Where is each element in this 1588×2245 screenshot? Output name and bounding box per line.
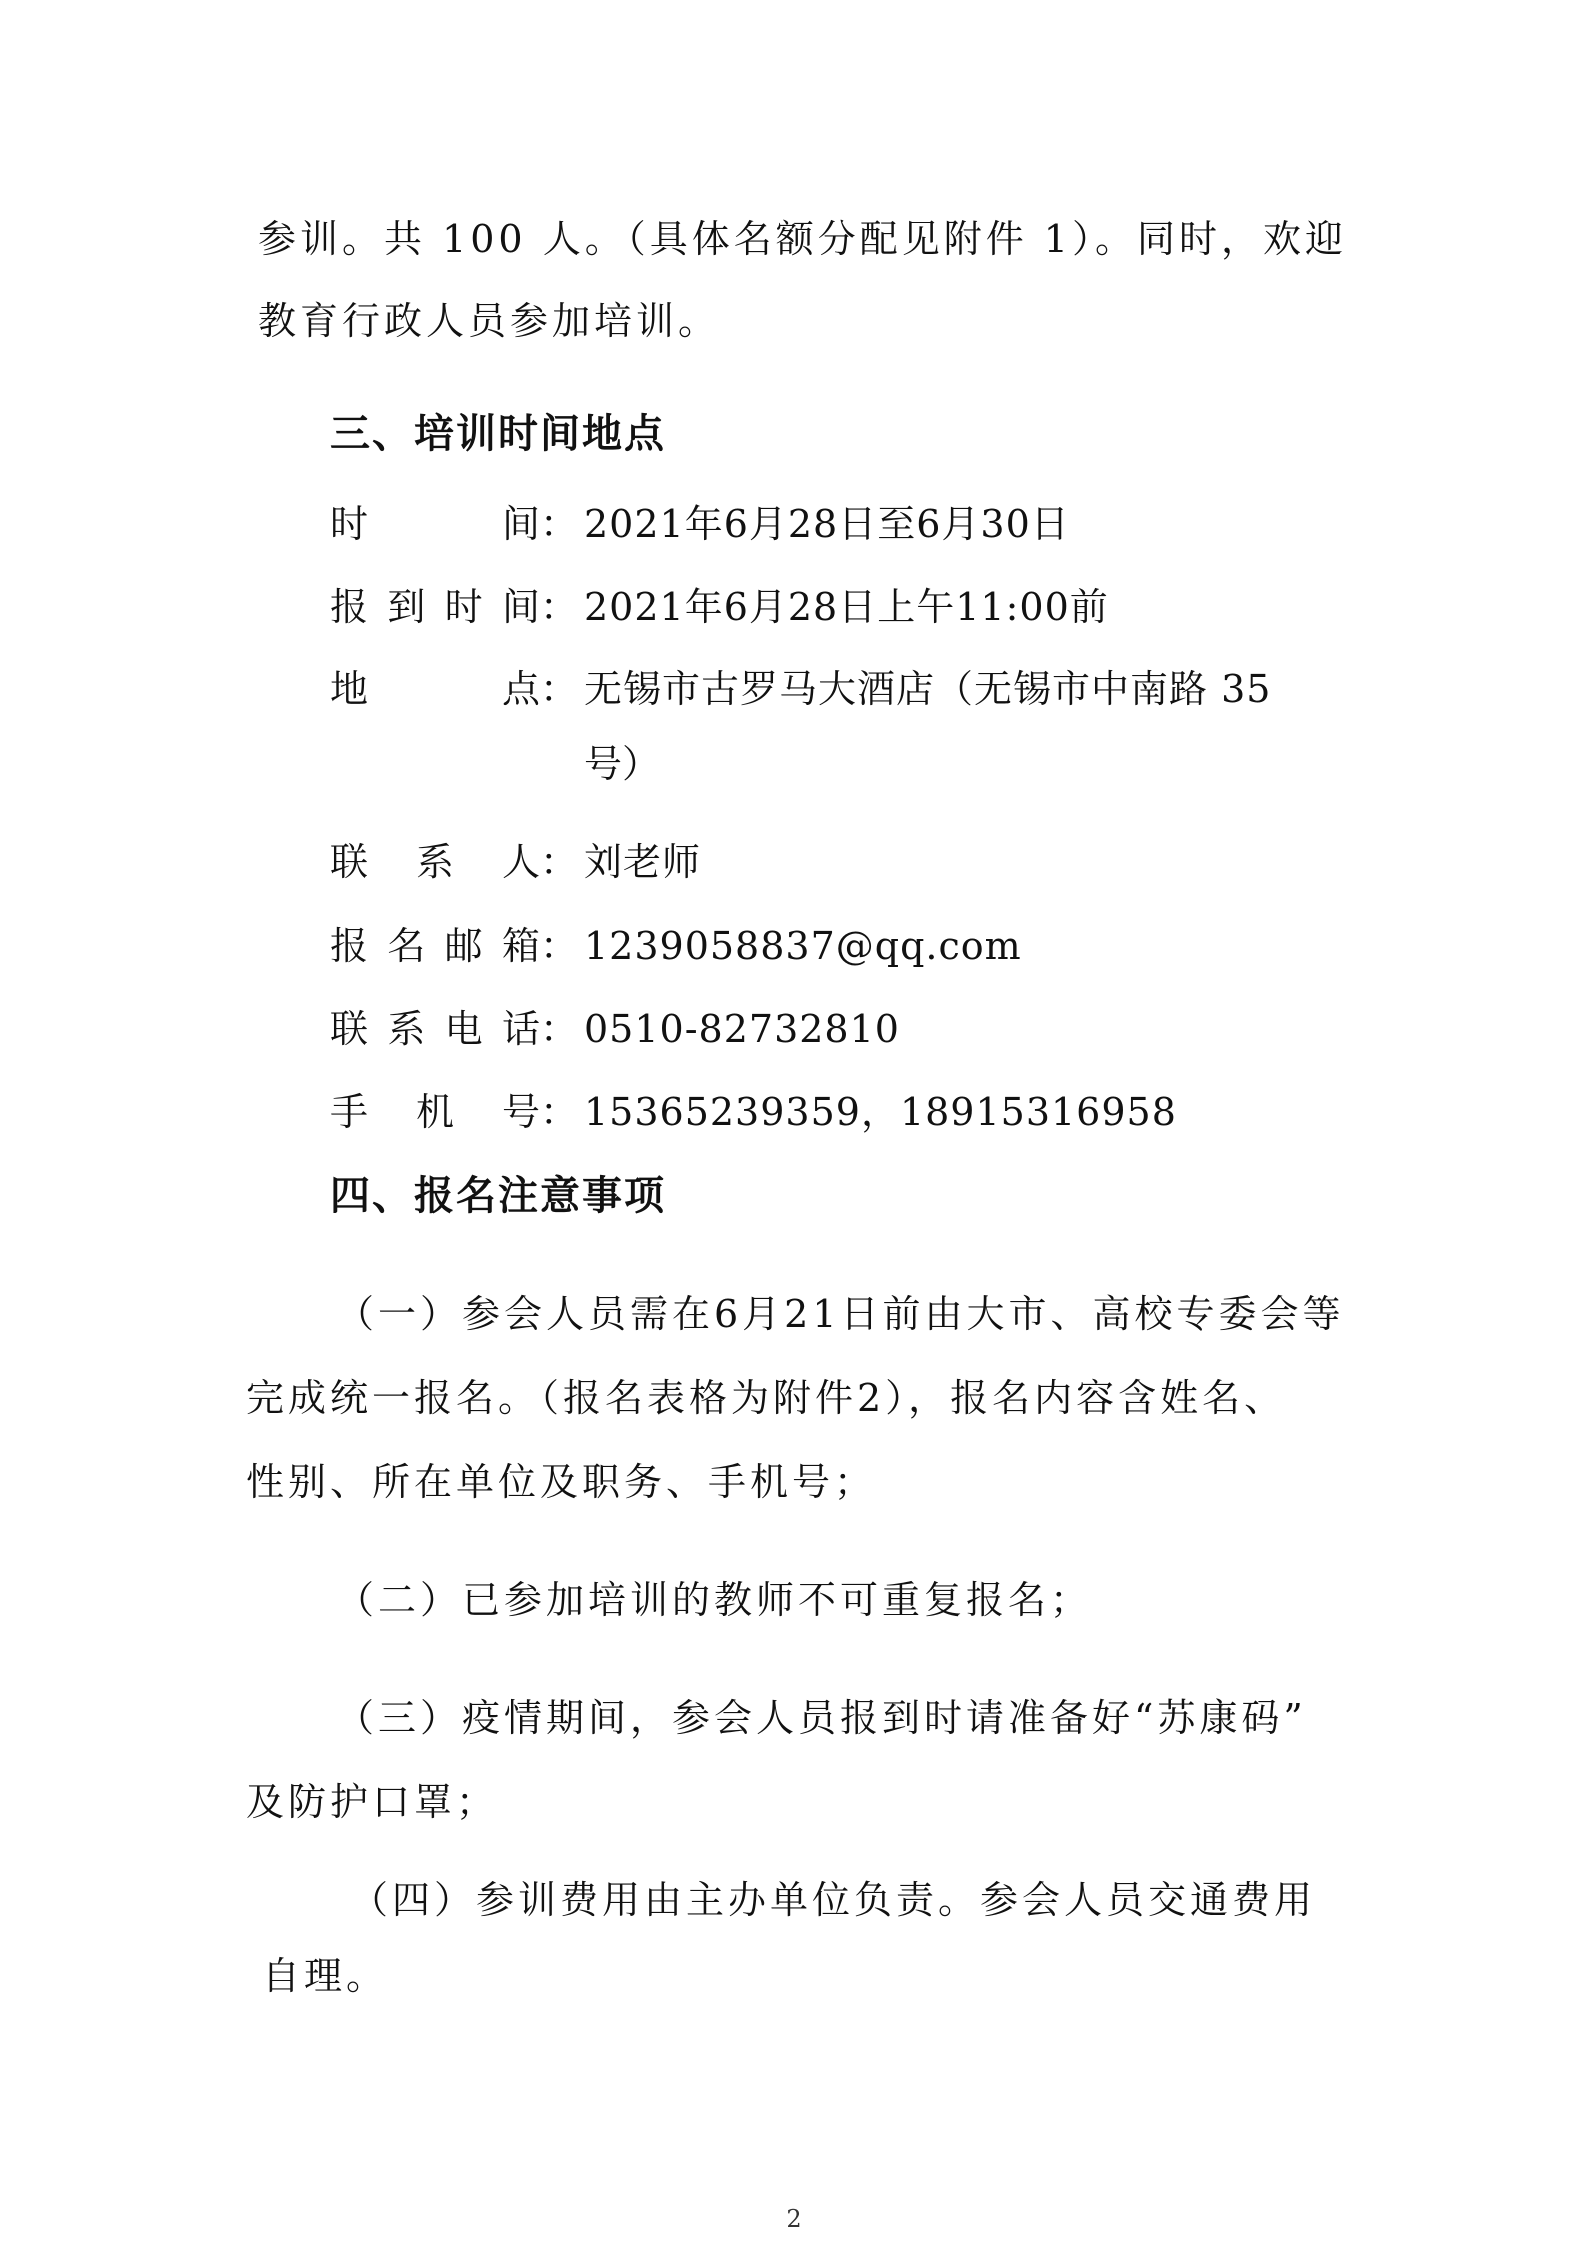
page-number: 2: [786, 2205, 802, 2233]
info-label: 时 间: [330, 502, 540, 546]
info-label: 手 机 号: [330, 1090, 540, 1134]
info-value: 刘老师: [584, 840, 702, 884]
info-label: 报 到 时 间: [330, 585, 540, 629]
section-4-heading: 四、报名注意事项: [330, 1173, 666, 1219]
info-row-contact: 联 系 人 ： 刘老师: [330, 840, 702, 884]
intro-line-2: 教育行政人员参加培训。: [258, 299, 721, 343]
item-2-line-1: （二）已参加培训的教师不可重复报名；: [336, 1578, 1093, 1622]
info-row-phone: 联 系 电 话 ： 0510-82732810: [330, 1007, 900, 1051]
info-label: 联 系 电 话: [330, 1007, 540, 1051]
item-3-line-2: 及防护口罩；: [246, 1780, 499, 1824]
item-1-line-2: 完成统一报名。（报名表格为附件2），报名内容含姓名、: [246, 1376, 1287, 1420]
info-label: 地 点: [330, 667, 540, 711]
info-value: 无锡市古罗马大酒店（无锡市中南路 35: [584, 667, 1272, 711]
section-3-heading: 三、培训时间地点: [330, 411, 666, 457]
item-1-line-3: 性别、所在单位及职务、手机号；: [246, 1460, 877, 1504]
info-value: 2021年6月28日上午11:00前: [584, 585, 1109, 629]
item-4-line-2: 自理。: [262, 1954, 389, 1998]
item-1-line-1: （一）参会人员需在6月21日前由大市、高校专委会等: [336, 1292, 1345, 1336]
info-row-checkin-time: 报 到 时 间 ： 2021年6月28日上午11:00前: [330, 585, 1109, 629]
info-value: 1239058837@qq.com: [584, 924, 1022, 968]
info-label: 报 名 邮 箱: [330, 924, 540, 968]
info-row-time: 时 间 ： 2021年6月28日至6月30日: [330, 502, 1070, 546]
info-row-mobile: 手 机 号 ： 15365239359，18915316958: [330, 1090, 1177, 1134]
item-4-line-1: （四）参训费用由主办单位负责。参会人员交通费用: [350, 1878, 1317, 1922]
info-value: 0510-82732810: [584, 1007, 900, 1051]
info-row-email: 报 名 邮 箱 ： 1239058837@qq.com: [330, 924, 1022, 968]
info-row-location: 地 点 ： 无锡市古罗马大酒店（无锡市中南路 35: [330, 667, 1272, 711]
address-continuation: 号）: [584, 742, 661, 786]
item-3-line-1: （三）疫情期间，参会人员报到时请准备好“苏康码”: [336, 1696, 1307, 1740]
info-value: 2021年6月28日至6月30日: [584, 502, 1070, 546]
info-label: 联 系 人: [330, 840, 540, 884]
info-value: 15365239359，18915316958: [584, 1090, 1177, 1134]
intro-line-1: 参训。共 100 人。（具体名额分配见附件 1）。同时，欢迎: [258, 217, 1347, 261]
